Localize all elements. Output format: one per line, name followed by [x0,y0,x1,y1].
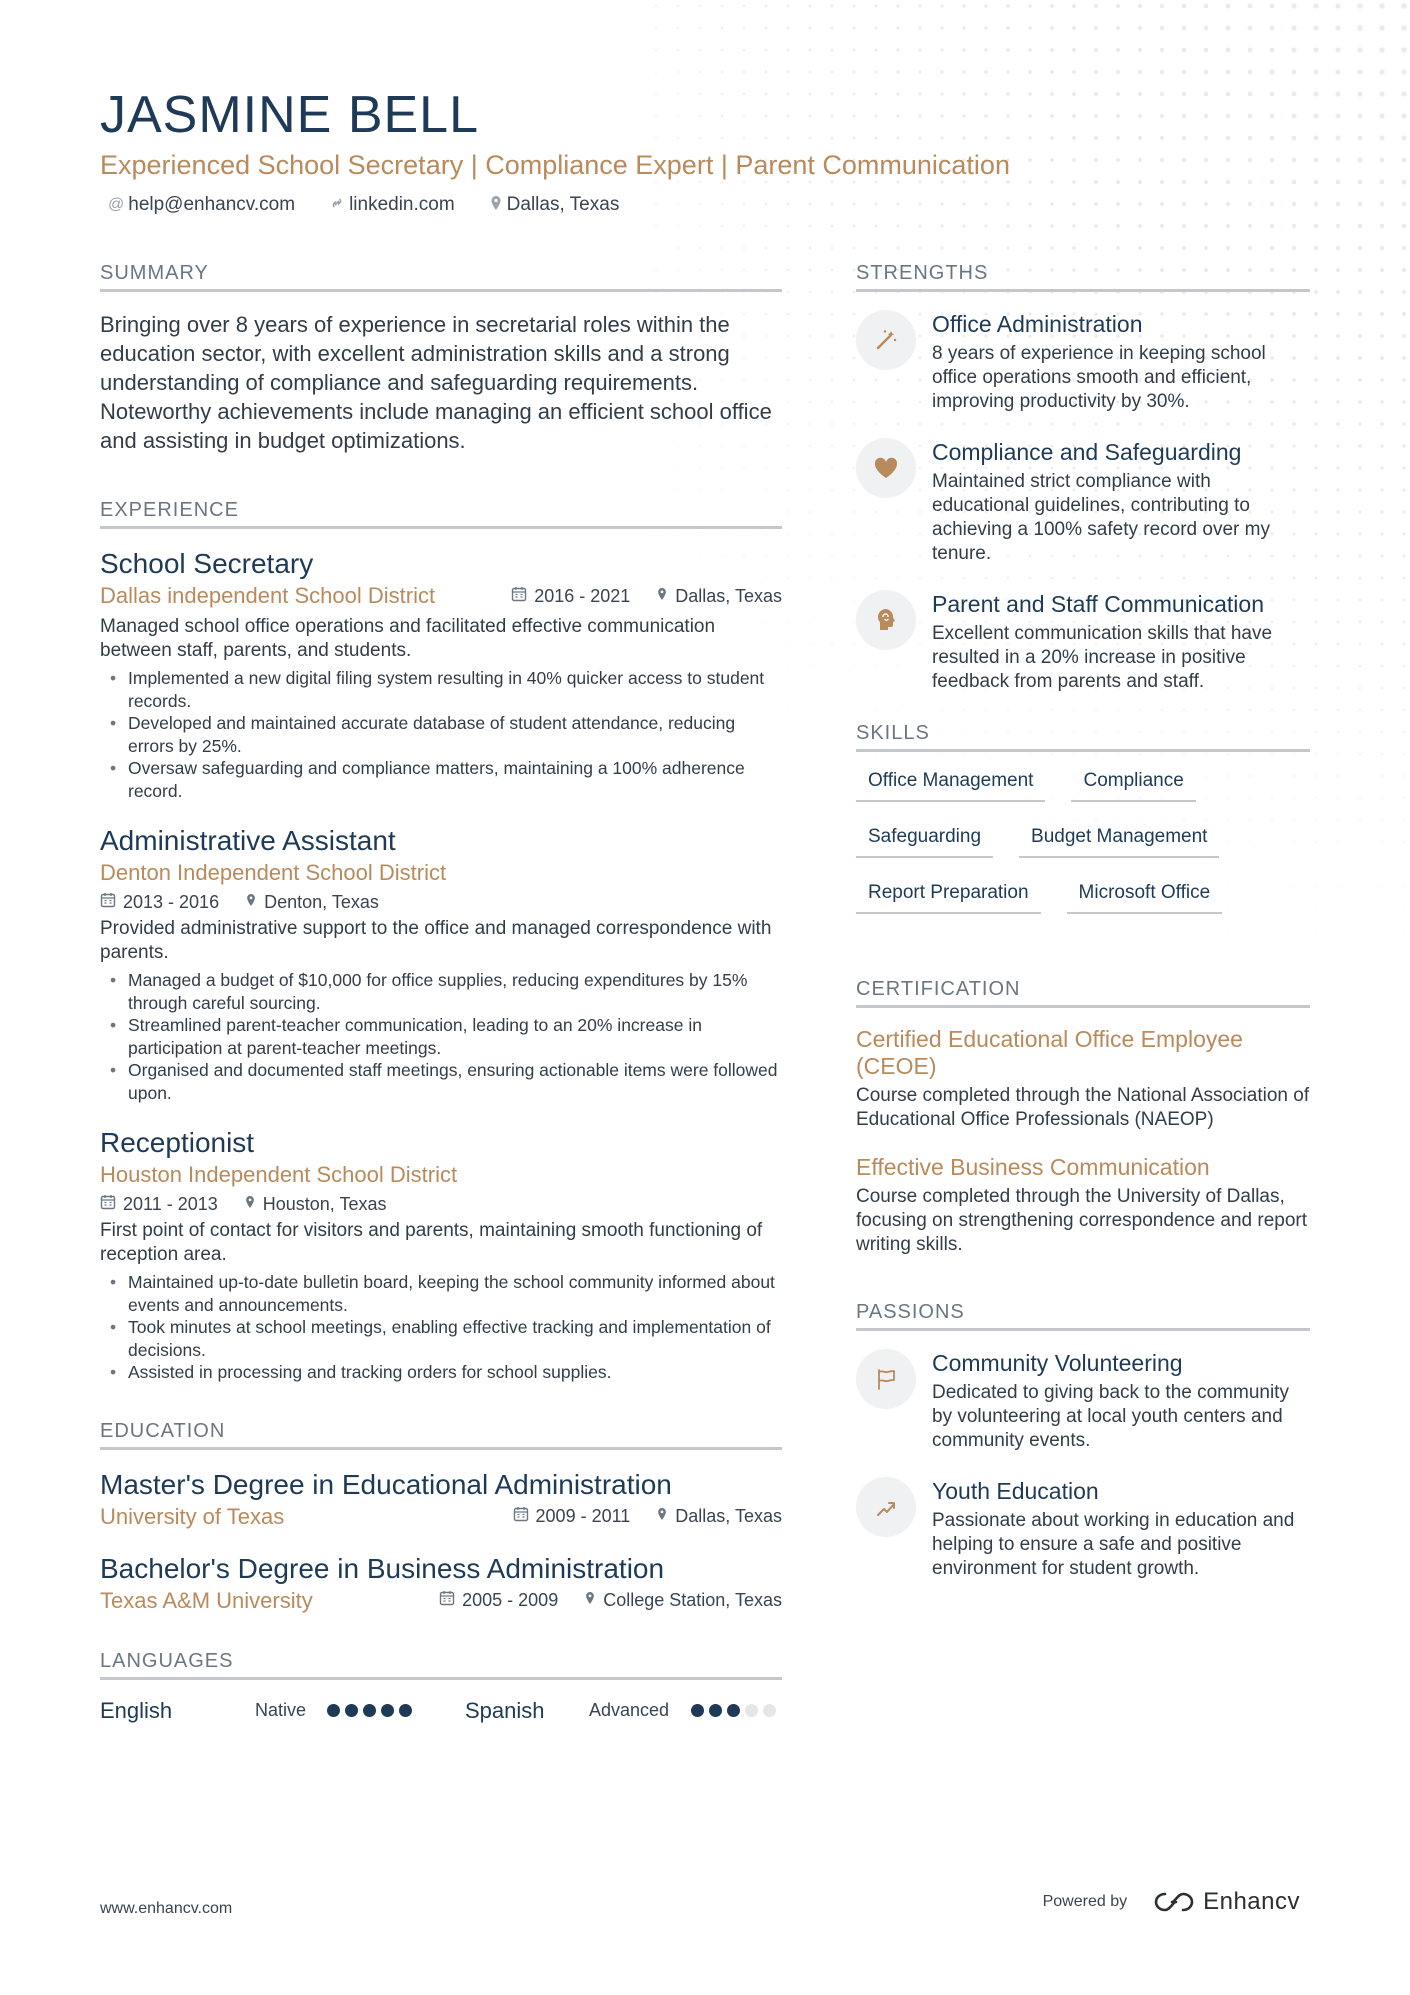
rating-dot [745,1704,758,1717]
job-dates-text: 2016 - 2021 [534,585,631,606]
skill-tag: Microsoft Office [1067,882,1223,914]
passion-description: Dedicated to giving back to the community by volunteering at local youth centers and community events. [932,1382,1289,1451]
job-company: Houston Independent School District [100,1162,458,1187]
calendar-icon [439,1590,455,1611]
job-location-text: Denton, Texas [264,892,379,912]
job-location [245,892,379,913]
job-title: Receptionist [100,1127,255,1158]
strength-title: Compliance and Safeguarding [932,439,1242,465]
education-location [656,1506,782,1527]
job-location [656,586,782,607]
passion-item [856,1349,1310,1453]
skills-heading: SKILLS [856,722,1310,752]
education-degree: Master's Degree in Educational Administration [100,1468,672,1500]
location-pin-icon [584,1590,596,1611]
location-pin-icon [489,195,503,216]
enhancv-logo[interactable] [1151,1888,1300,1916]
job-bullet: • Organised and documented staff meetings, ensuring actionable items were followed upon. [108,1059,782,1104]
education-location-text: Dallas, Texas [675,1506,782,1526]
link-icon [329,195,345,216]
right-column [856,262,1310,1605]
strength-body [932,438,1310,566]
education-dates [439,1590,558,1611]
strength-title: Parent and Staff Communication [932,591,1264,617]
languages-row [100,1698,782,1724]
skills-list [856,770,1310,914]
growth-arrow-icon [856,1477,916,1537]
job-bullet: • Took minutes at school meetings, enabling effective tracking and implementation of decisions. [108,1316,782,1361]
education-school-row [100,1586,782,1616]
at-icon: @ [108,196,125,213]
summary-section [100,262,782,455]
magic-wand-icon [856,310,916,370]
experience-section [100,499,782,1384]
powered-by-label: Powered by [1042,1893,1128,1910]
rating-dot [345,1704,358,1717]
heart-icon [856,438,916,498]
job-company: Denton Independent School District [100,860,447,885]
job-company: Dallas independent School District [100,583,436,608]
job-meta [100,1194,782,1215]
strength-body [932,590,1310,694]
job-title: Administrative Assistant [100,825,396,856]
certification-section [856,978,1310,1257]
flag-icon [856,1349,916,1409]
contact-linkedin-text: linkedin.com [349,194,455,215]
rating-dot [763,1704,776,1717]
education-location [584,1590,782,1611]
strength-item [856,310,1310,414]
job-company-row [100,581,782,611]
rating-dot [363,1704,376,1717]
certification-description: Course completed through the National Association of Educational Office Professionals (NAEOP) [856,1085,1310,1130]
passion-title: Community Volunteering [932,1350,1183,1376]
experience-item [100,824,782,1104]
language-level: Native [255,1700,307,1720]
education-dates-text: 2005 - 2009 [462,1590,559,1610]
education-section [100,1420,782,1616]
skill-tag: Office Management [856,770,1045,802]
certification-item [856,1026,1310,1132]
left-column [100,262,782,1724]
passions-heading: PASSIONS [856,1301,1310,1331]
job-description: Managed school office operations and facilitated effective communication between staff, parents, and students. [100,616,716,661]
location-pin-icon [656,586,668,607]
language-rating [691,1704,776,1717]
education-heading: EDUCATION [100,1420,782,1450]
footer-branding [1043,1888,1300,1916]
education-meta [513,1506,782,1527]
skill-tag: Report Preparation [856,882,1041,914]
skill-tag: Safeguarding [856,826,993,858]
job-dates-text: 2011 - 2013 [123,1194,218,1214]
location-pin-icon [245,892,257,913]
job-bullet: • Streamlined parent-teacher communication, leading to an 20% increase in participation at parent-teacher meetings. [108,1014,782,1059]
job-meta [100,892,782,913]
strength-description: Excellent communication skills that have resulted in a 20% increase in positive feedback from parents and staff. [932,623,1273,692]
job-meta [511,586,782,607]
job-dates [100,892,219,913]
certification-title: Effective Business Communication [856,1154,1210,1180]
passion-description: Passionate about working in education and helping to ensure a safe and positive environment for student growth. [932,1510,1295,1579]
education-school: University of Texas [100,1503,285,1529]
enhancv-logo-mark-icon [1151,1889,1197,1915]
skill-tag: Budget Management [1019,826,1219,858]
location-pin-icon [656,1506,668,1527]
strength-body [932,310,1310,414]
job-bullets [100,1271,782,1384]
strengths-heading: STRENGTHS [856,262,1310,292]
education-item [100,1552,782,1616]
job-bullet: • Developed and maintained accurate database of student attendance, reducing errors by 25%. [108,712,782,757]
footer-website[interactable]: www.enhancv.com [100,1900,233,1917]
job-description: Provided administrative support to the office and managed correspondence with parents. [100,918,772,963]
strength-title: Office Administration [932,311,1143,337]
head-brain-icon [856,590,916,650]
skill-tag: Compliance [1071,770,1195,802]
job-location-text: Houston, Texas [262,1194,387,1214]
job-bullet: • Managed a budget of $10,000 for office supplies, reducing expenditures by 15% through careful sourcing. [108,969,782,1014]
job-bullet: • Assisted in processing and tracking orders for school supplies. [108,1361,782,1384]
language-rating [327,1704,465,1717]
calendar-icon [513,1506,529,1527]
education-school-row [100,1502,782,1532]
education-item [100,1468,782,1532]
candidate-name: JASMINE BELL [100,86,480,144]
job-bullet: • Maintained up-to-date bulletin board, keeping the school community informed about events and announcements. [108,1271,782,1316]
job-bullet: • Oversaw safeguarding and compliance matters, maintaining a 100% adherence record. [108,757,782,802]
strength-description: Maintained strict compliance with educational guidelines, contributing to achieving a 100% safety record over my tenure. [932,471,1270,564]
job-dates-text: 2013 - 2016 [123,892,220,912]
calendar-icon [100,1194,116,1215]
certification-description: Course completed through the University of Dallas, focusing on strengthening correspondence and report writing skills. [856,1186,1308,1255]
contact-list [100,194,1300,216]
education-dates-text: 2009 - 2011 [535,1506,631,1526]
passion-item [856,1477,1310,1581]
job-title: School Secretary [100,548,314,579]
languages-section [100,1650,782,1724]
strength-item [856,438,1310,566]
contact-email-text: help@enhancv.com [128,194,296,215]
rating-dot [399,1704,412,1717]
certification-title: Certified Educational Office Employee (CEOE) [856,1026,1243,1079]
rating-dot [709,1704,722,1717]
strengths-section [856,262,1310,694]
certification-heading: CERTIFICATION [856,978,1310,1008]
strength-item [856,590,1310,694]
job-bullets [100,667,782,802]
passion-body [932,1349,1310,1453]
contact-location-text: Dallas, Texas [506,194,620,215]
education-school: Texas A&M University [100,1587,313,1613]
language-level: Advanced [589,1700,670,1720]
rating-dot [327,1704,340,1717]
contact-location [489,194,620,216]
passion-body [932,1477,1310,1581]
passion-title: Youth Education [932,1478,1099,1504]
languages-heading: LANGUAGES [100,1650,782,1680]
passions-section [856,1301,1310,1581]
job-dates [100,1194,218,1215]
job-bullets [100,969,782,1104]
experience-heading: EXPERIENCE [100,499,782,529]
strength-description: 8 years of experience in keeping school office operations smooth and efficient, improving productivity by 30%. [932,343,1266,412]
calendar-icon [100,892,116,913]
rating-dot [381,1704,394,1717]
language-name: English [100,1697,173,1723]
calendar-icon [511,586,527,607]
location-pin-icon [244,1194,256,1215]
contact-linkedin[interactable] [329,194,455,216]
language-name: Spanish [465,1697,545,1723]
summary-text: Bringing over 8 years of experience in secretarial roles within the education sector, with excellent administration skills and a strong understanding of compliance and safeguarding requirements. Noteworthy achievements include managing an efficient school office and assisting in budget optimizations. [100,312,772,453]
job-dates [511,586,630,607]
candidate-tagline: Experienced School Secretary | Compliance Expert | Parent Communication [100,150,1010,180]
job-location [244,1194,387,1215]
skills-section [856,722,1310,914]
education-degree: Bachelor's Degree in Business Administration [100,1552,665,1584]
contact-email[interactable] [108,194,295,216]
rating-dot [691,1704,704,1717]
job-location-text: Dallas, Texas [675,585,782,606]
experience-item [100,1126,782,1384]
experience-item [100,547,782,802]
job-bullet: • Implemented a new digital filing system resulting in 40% quicker access to student records. [108,667,782,712]
enhancv-logo-text: Enhancv [1203,1888,1300,1915]
education-meta [439,1590,782,1611]
education-dates [513,1506,631,1527]
education-location-text: College Station, Texas [603,1590,782,1610]
rating-dot [727,1704,740,1717]
resume-header [100,86,1300,216]
summary-heading: SUMMARY [100,262,782,292]
certification-item [856,1154,1310,1257]
job-description: First point of contact for visitors and parents, maintaining smooth functioning of reception area. [100,1220,763,1265]
